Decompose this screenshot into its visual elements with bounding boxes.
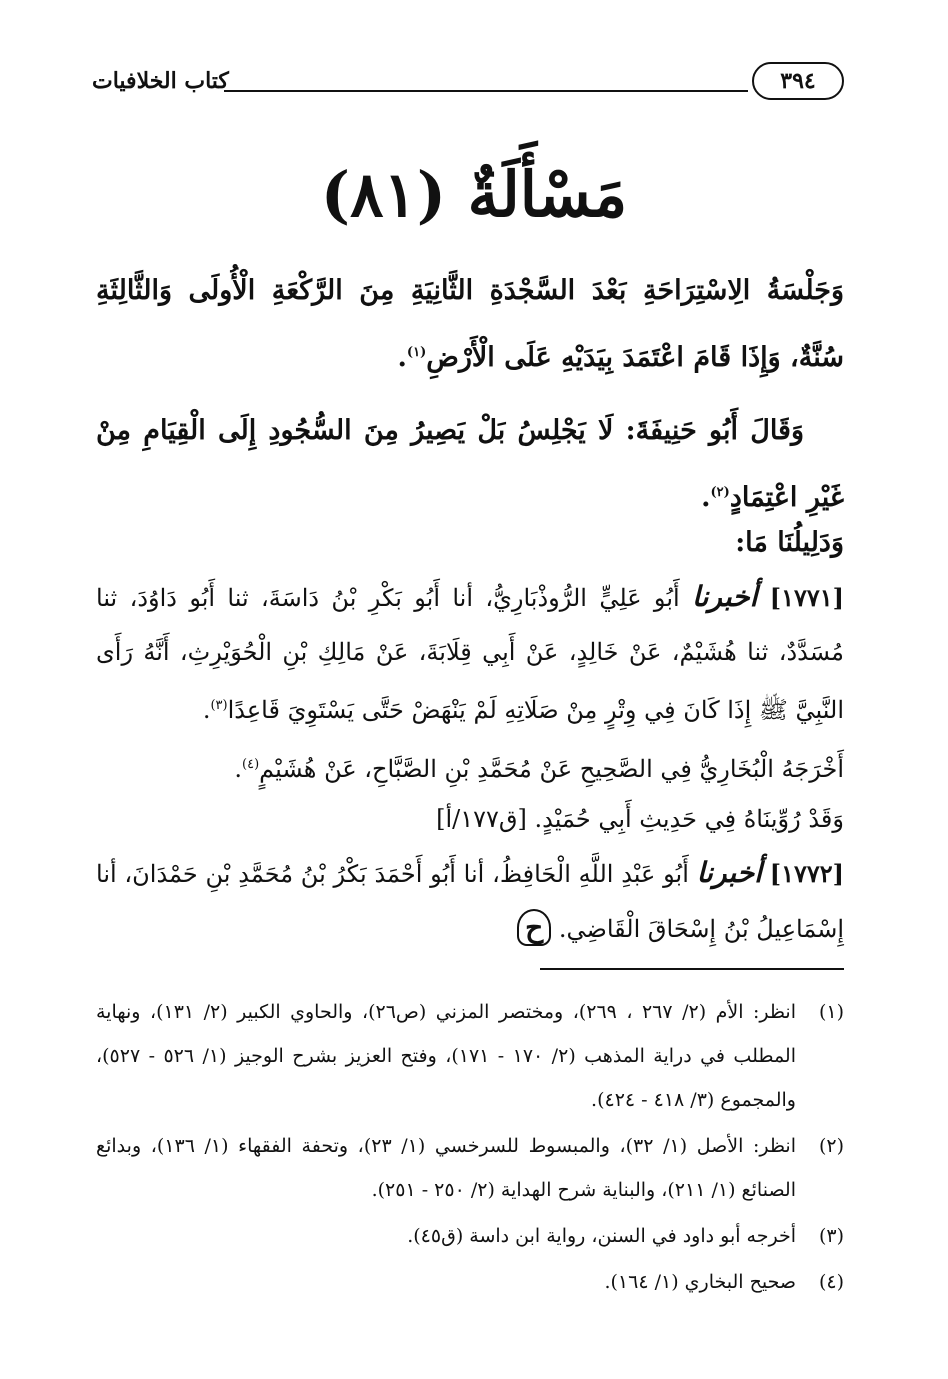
hadith-1771 xyxy=(96,570,844,737)
footnote-2 xyxy=(96,1124,844,1212)
takhrij-line xyxy=(96,738,844,796)
footnote-ref-1: (١) xyxy=(406,345,427,360)
akhbarana-1771: أخبرنا xyxy=(692,580,758,613)
header-rule xyxy=(224,90,748,92)
footnote-number: (٢) xyxy=(818,1135,844,1157)
akhbarana-1772: أخبرنا xyxy=(696,856,762,889)
matn-paragraph-1 xyxy=(96,260,844,389)
hadith-text-1771: أَبُو عَلِيٍّ الرُّوذْبَارِيُّ، أنا أَبُو بَكْرِ بْنُ دَاسَةَ، ثنا أَبُو دَاوُدَ، ثنا مُسَدَّدٌ، ثنا هُشَيْمٌ، عَنْ خَالِدٍ، عَنْ أَبِي قِلَابَةَ، عَنْ مَالِكِ بْنِ الْحُوَيْرِثِ، أَنَّهُ رَأَى النَّبِيَّ ﷺ إِذَا كَانَ فِي وِتْرٍ مِنْ صَلَاتِهِ لَمْ يَنْهَضْ حَتَّى يَسْتَوِيَ قَاعِدًا xyxy=(96,584,844,724)
footnote-4 xyxy=(96,1260,844,1304)
hadith-1772 xyxy=(96,846,844,956)
footnote-text: انظر: الأصل (١/ ٣٢)، والمبسوط للسرخسي (١/ ٢٣)، وتحفة الفقهاء (١/ ١٣٦)، وبدائع الصنائع (١/ ٢١١)، والبناية شرح الهداية (٢/ ٢٥٠ - ٢٥١). xyxy=(96,1135,796,1201)
book-title: كتاب الخلافيات xyxy=(92,68,229,94)
footnote-text: انظر: الأم (٢/ ٢٦٧ ، ٢٦٩)، ومختصر المزني (ص٢٦)، والحاوي الكبير (٢/ ١٣١)، ونهاية المطلب في دراية المذهب (٢/ ١٧٠ - ١٧١)، وفتح العزيز بشرح الوجيز (١/ ٥٢٦ - ٥٢٧)، والمجموع (٣/ ٤١٨ - ٤٢٤). xyxy=(96,1001,796,1111)
takhrij-end: . xyxy=(234,755,243,783)
footnote-text: صحيح البخاري (١/ ١٦٤). xyxy=(604,1271,796,1293)
footnote-ref-3: (٣) xyxy=(210,698,228,713)
footnote-ref-2: (٢) xyxy=(710,485,730,500)
manuscript-ref: [ق١٧٧/أ] xyxy=(436,805,527,833)
matn-text-2: وَقَالَ أَبُو حَنِيفَةَ: لَا يَجْلِسُ بَلْ يَصِيرُ مِنَ السُّجُودِ إِلَى الْقِيَامِ مِنْ غَيْرِ اعْتِمَادٍ xyxy=(96,415,844,513)
page-number: ٣٩٤ xyxy=(752,62,844,100)
matn-paragraph-2 xyxy=(96,400,844,529)
hadith-end-1771: . xyxy=(202,696,211,724)
matn-end-2: . xyxy=(701,482,711,513)
footnote-number: (٣) xyxy=(818,1225,844,1247)
matn-text-1: وَجَلْسَةُ الِاسْتِرَاحَةِ بَعْدَ السَّجْدَةِ الثَّانِيَةِ مِنَ الرَّكْعَةِ الْأُولَى وَالثَّالِثَةِ سُنَّةٌ، وَإِذَا قَامَ اعْتَمَدَ بِيَدَيْهِ عَلَى الْأَرْضِ xyxy=(96,275,844,373)
footnote-ref-4: (٤) xyxy=(242,757,260,772)
footnote-separator xyxy=(540,968,844,970)
masala-title: مَسْأَلَةٌ (٨١) xyxy=(320,158,628,231)
page-header xyxy=(92,62,844,102)
hadith-number-1771: [١٧٧١] xyxy=(769,583,844,612)
rawaynah-line xyxy=(96,792,844,846)
footnote-number: (٤) xyxy=(818,1271,844,1293)
matn-end-1: . xyxy=(397,342,407,373)
matn-paragraph-3: وَدَلِيلُنَا مَا: xyxy=(735,527,844,558)
footnote-3 xyxy=(96,1214,844,1258)
haa-tahwil-mark: ح xyxy=(517,909,551,946)
hadith-number-1772: [١٧٧٢] xyxy=(769,859,844,888)
footnotes xyxy=(96,990,844,1306)
footnote-number: (١) xyxy=(818,1001,844,1023)
takhrij-text: أَخْرَجَهُ الْبُخَارِيُّ فِي الصَّحِيحِ عَنْ مُحَمَّدِ بْنِ الصَّبَّاحِ، عَنْ هُشَيْمٍ xyxy=(259,755,844,783)
footnote-text: أخرجه أبو داود في السنن، رواية ابن داسة (ق٤٥). xyxy=(407,1225,796,1247)
footnote-1 xyxy=(96,990,844,1122)
hadith-text-1772: أَبُو عَبْدِ اللَّهِ الْحَافِظُ، أنا أَبُو أَحْمَدَ بَكْرُ بْنُ مُحَمَّدِ بْنِ حَمْدَانَ، أنا إِسْمَاعِيلُ بْنُ إِسْحَاقَ الْقَاضِي. xyxy=(96,860,844,943)
rawaynah-text: وَقَدْ رُوِّينَاهُ فِي حَدِيثِ أَبِي حُمَيْدٍ. xyxy=(534,805,844,833)
